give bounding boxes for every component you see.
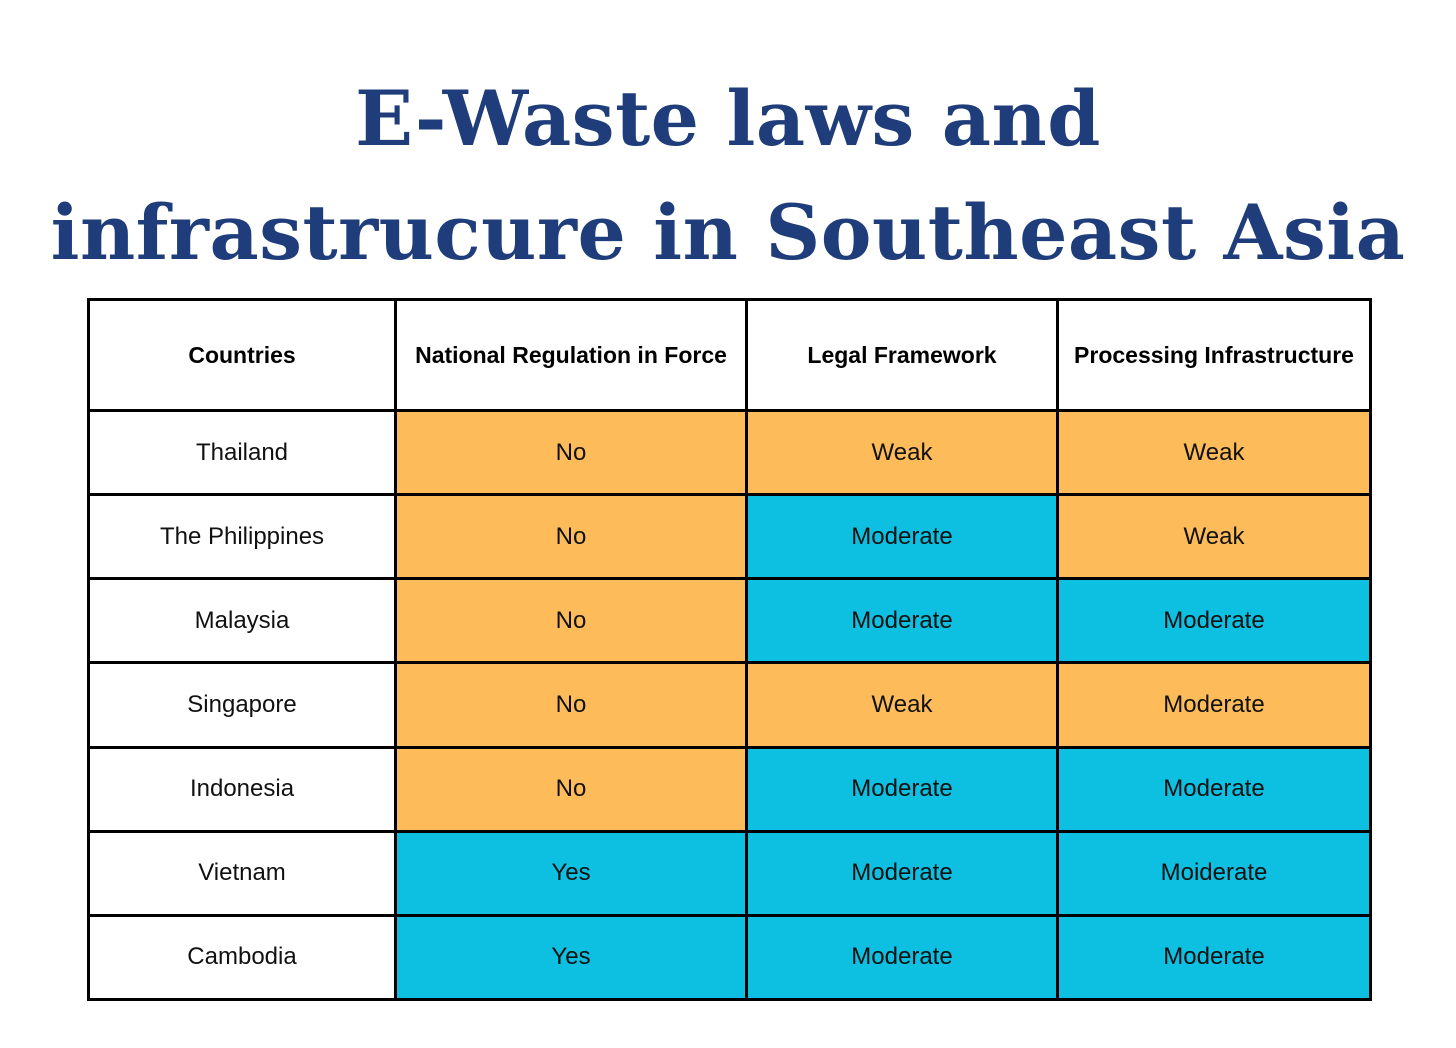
legal-framework-cell: Weak (747, 411, 1058, 495)
e-waste-table (87, 298, 1372, 1001)
processing-infrastructure-cell: Moderate (1058, 579, 1371, 663)
table-row (89, 663, 1371, 747)
table-row (89, 747, 1371, 831)
country-cell: The Philippines (89, 495, 396, 579)
table-header-row (89, 300, 1371, 411)
header-national-regulation: National Regulation in Force (396, 300, 747, 411)
country-cell: Singapore (89, 663, 396, 747)
processing-infrastructure-cell: Moderate (1058, 663, 1371, 747)
regulation-cell: No (396, 579, 747, 663)
table-row (89, 831, 1371, 915)
table-row (89, 495, 1371, 579)
table-row (89, 915, 1371, 999)
legal-framework-cell: Moderate (747, 747, 1058, 831)
processing-infrastructure-cell: Moderate (1058, 747, 1371, 831)
header-legal-framework: Legal Framework (747, 300, 1058, 411)
legal-framework-cell: Moderate (747, 579, 1058, 663)
regulation-cell: No (396, 747, 747, 831)
regulation-cell: No (396, 411, 747, 495)
legal-framework-cell: Moderate (747, 495, 1058, 579)
country-cell: Vietnam (89, 831, 396, 915)
processing-infrastructure-cell: Moiderate (1058, 831, 1371, 915)
processing-infrastructure-cell: Moderate (1058, 915, 1371, 999)
header-processing-infrastructure: Processing Infrastructure (1058, 300, 1371, 411)
regulation-cell: No (396, 663, 747, 747)
table-row (89, 579, 1371, 663)
legal-framework-cell: Moderate (747, 831, 1058, 915)
legal-framework-cell: Moderate (747, 915, 1058, 999)
country-cell: Malaysia (89, 579, 396, 663)
country-cell: Cambodia (89, 915, 396, 999)
regulation-cell: No (396, 495, 747, 579)
header-countries: Countries (89, 300, 396, 411)
page-title-line-1: E-Waste laws and (355, 74, 1101, 163)
country-cell: Indonesia (89, 747, 396, 831)
regulation-cell: Yes (396, 915, 747, 999)
table-body (89, 411, 1371, 1000)
legal-framework-cell: Weak (747, 663, 1058, 747)
processing-infrastructure-cell: Weak (1058, 495, 1371, 579)
processing-infrastructure-cell: Weak (1058, 411, 1371, 495)
country-cell: Thailand (89, 411, 396, 495)
page-title (0, 62, 1456, 290)
regulation-cell: Yes (396, 831, 747, 915)
table-row (89, 411, 1371, 495)
page-title-line-2: infrastrucure in Southeast Asia (50, 188, 1406, 277)
